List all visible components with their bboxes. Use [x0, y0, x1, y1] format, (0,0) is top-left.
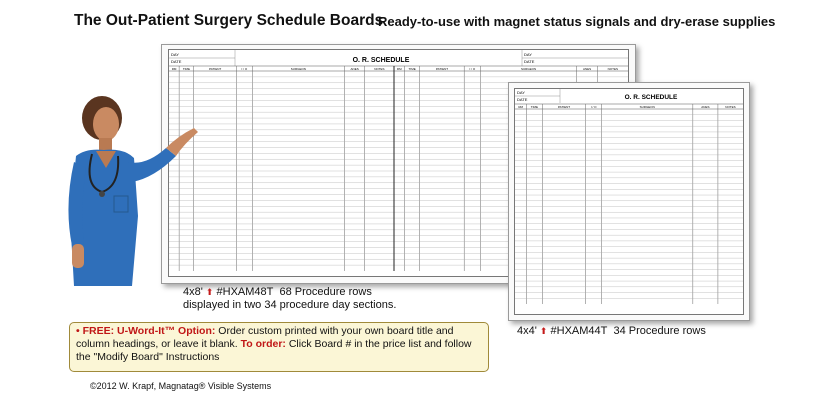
board-large-left-col-header: NOTES — [374, 66, 385, 71]
board-large-date-label: DATE — [171, 59, 182, 64]
caption-4x4-size: 4x4' — [517, 325, 537, 337]
board-small-col-header: RM — [518, 104, 524, 109]
free-option-box — [69, 322, 489, 372]
board-large-left-col-header: I / O — [241, 66, 248, 71]
board-large-left-col-header: ANES — [350, 66, 359, 71]
nurse-illustration — [66, 96, 216, 291]
board-large-right-col-header: RM — [396, 66, 402, 71]
caption-4x8-line2: displayed in two 34 procedure day sections. — [183, 299, 397, 311]
board-small-day-label: DAY — [517, 90, 525, 95]
page-subtitle: Ready-to-use with magnet status signals and dry-erase supplies — [378, 14, 776, 29]
board-large-right-col-header: NOTES — [607, 66, 618, 71]
board-large-heading: O. R. SCHEDULE — [352, 57, 410, 64]
board-large-right-col-header: I / O — [469, 66, 476, 71]
board-large-day-label: DAY — [171, 52, 179, 57]
caption-4x4-model[interactable]: #HXAM44T — [550, 325, 608, 337]
up-arrow-icon: ⬆ — [539, 326, 548, 336]
caption-4x8-size: 4x8' — [183, 286, 203, 298]
board-4x4-image[interactable] — [508, 82, 750, 321]
caption-4x8-model[interactable]: #HXAM48T — [216, 286, 274, 298]
board-4x4-grid — [514, 88, 744, 315]
board-large-left-col-header: PATIENT — [209, 66, 222, 71]
board-small-date-label: DATE — [517, 97, 528, 102]
board-large-right-day-label: DAY — [524, 52, 532, 57]
free-option-label: • FREE: U-Word-It™ Option: — [76, 325, 216, 337]
free-option-text2: Click Board # in the price list and follow the "Modify Board" Instructions — [76, 338, 472, 363]
board-small-col-header: NOTES — [725, 104, 736, 109]
board-small-col-header: TIME — [530, 104, 538, 109]
board-large-right-col-header: ANES — [582, 66, 592, 71]
board-small-col-header: ANES — [701, 104, 710, 109]
board-small-col-header: I / O — [590, 104, 597, 109]
board-small-col-header: PATIENT — [557, 104, 571, 109]
page-title: The Out-Patient Surgery Schedule Boards — [74, 12, 384, 29]
to-order-label: To order: — [240, 338, 286, 350]
board-large-left-col-header: RM — [171, 66, 177, 71]
board-large-right-col-header: SURGEON — [520, 66, 537, 71]
board-large-right-col-header: TIME — [408, 66, 416, 71]
board-small-col-header: SURGEON — [639, 104, 655, 109]
free-option-text1: Order custom printed with your own board title and column headings, or leave it blank. — [76, 325, 454, 350]
caption-4x8-rows: 68 Procedure rows — [279, 286, 372, 298]
board-large-right-date-label: DATE — [524, 59, 535, 64]
board-large-left-col-header: TIME — [182, 66, 191, 71]
board-4x4-schedule — [515, 89, 743, 314]
caption-4x4-rows: 34 Procedure rows — [613, 325, 706, 337]
up-arrow-icon: ⬆ — [205, 287, 214, 297]
board-small-heading: O. R. SCHEDULE — [624, 94, 678, 101]
board-large-right-col-header: PATIENT — [435, 66, 449, 71]
copyright-notice: ©2012 W. Krapf, Magnatag® Visible Systems — [90, 381, 272, 391]
board-large-left-col-header: SURGEON — [290, 66, 306, 71]
caption-4x4 — [517, 325, 706, 338]
